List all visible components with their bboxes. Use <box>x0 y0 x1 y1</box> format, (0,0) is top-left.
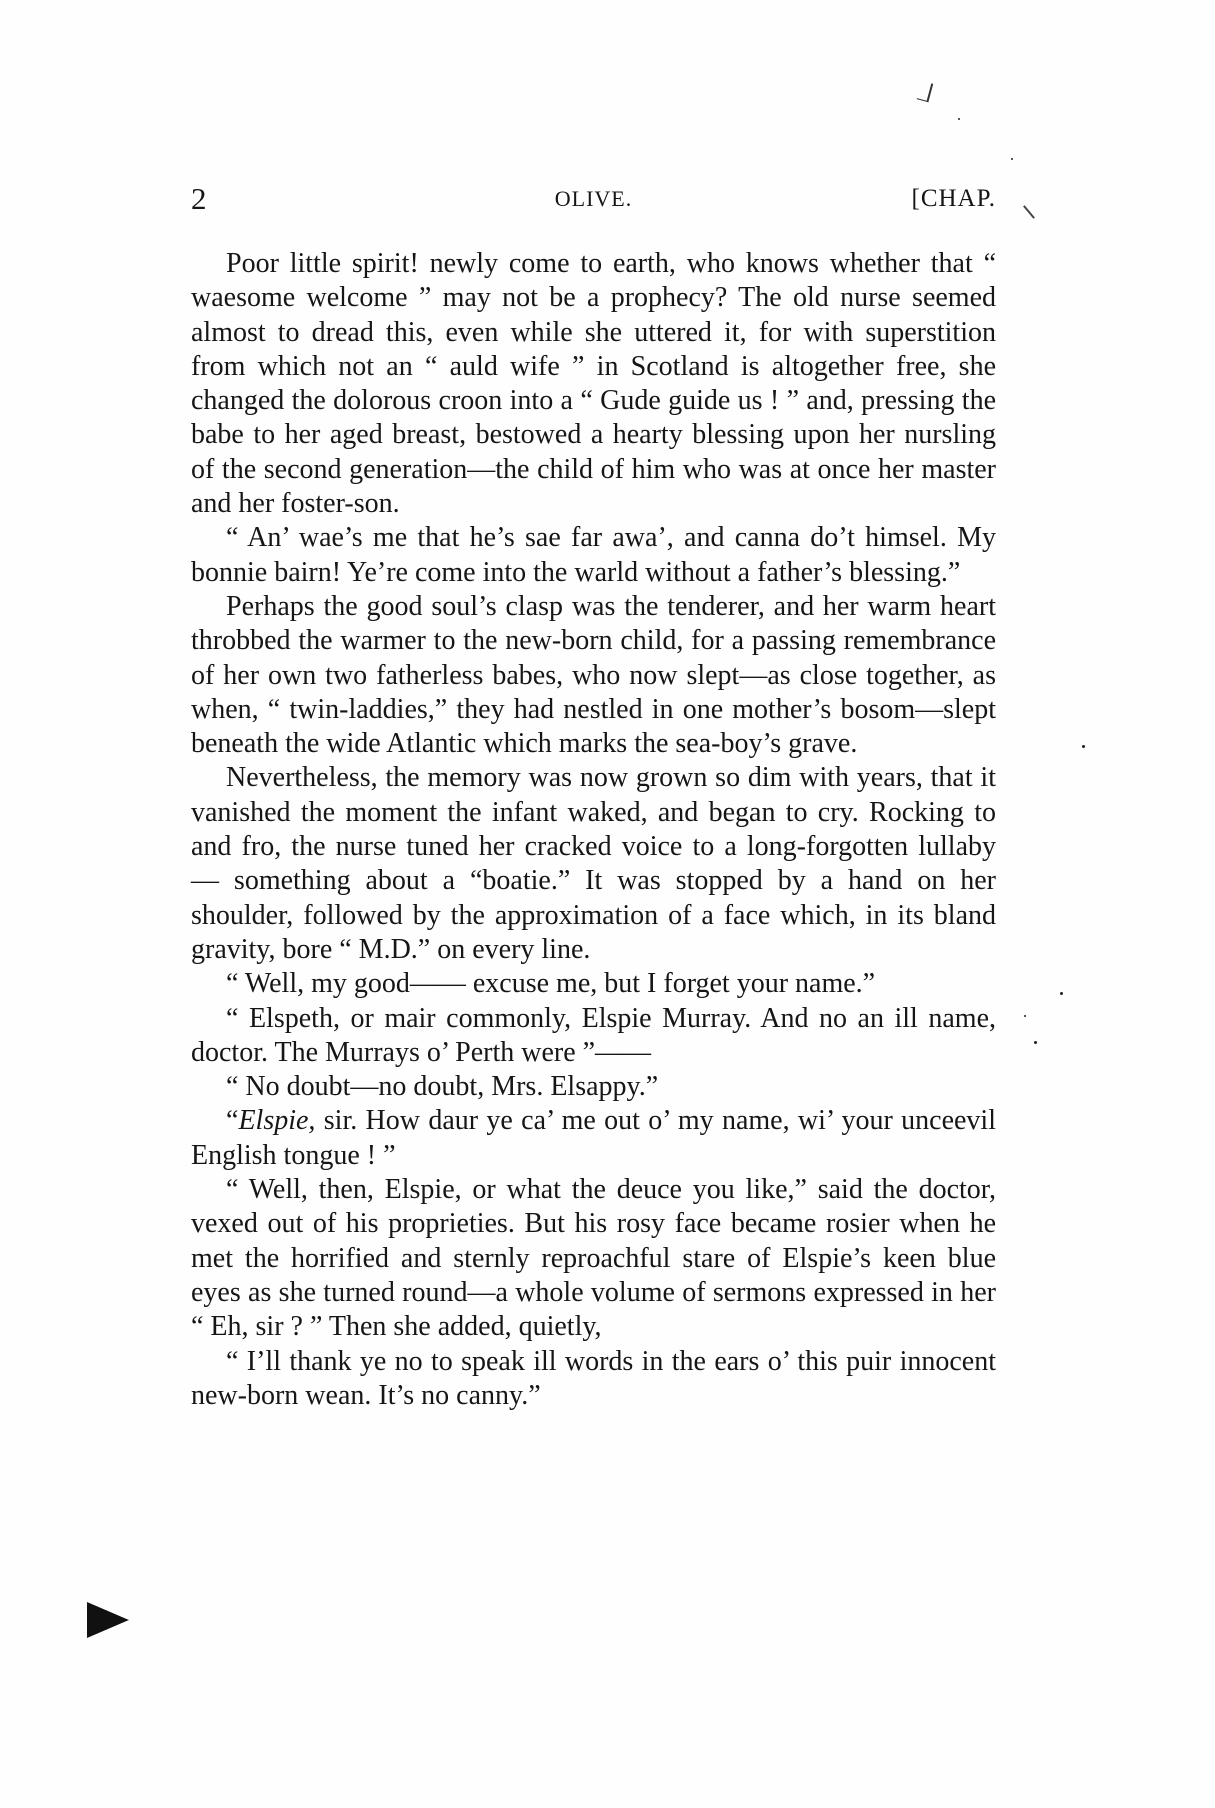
paragraph: “ I’ll thank ye no to speak ill words in the ears o’ this puir innocent new-born wean. It’s no canny.” <box>191 1345 996 1411</box>
chapter-label: [CHAP. <box>911 185 996 212</box>
paragraph: Nevertheless, the memory was now grown so dim with years, that it vanished the moment the infant waked, and began to cry. Rocking to and fro, the nurse tuned her cracked voice to a long-forgotten lullaby — something about a “boatie.” It was stopped by a hand on her shoulder, followed by the approximation of a face which, in its bland gravity, bore “ M.D.” on every line. <box>191 762 996 965</box>
ink-speck <box>1011 158 1013 160</box>
ink-slash-mark <box>1023 205 1035 219</box>
page-turn-arrow-icon <box>87 1602 129 1638</box>
paragraph: “Elspie, sir. How daur ye ca’ me out o’ my name, wi’ your unceevil English tongue ! ” <box>191 1105 996 1171</box>
running-header <box>191 182 996 222</box>
body-text <box>191 247 996 1413</box>
paragraph: “ Elspeth, or mair commonly, Elspie Murray. And no an ill name, doctor. The Murrays o’ Perth were ”—— <box>191 1002 996 1068</box>
paragraph: “ No doubt—no doubt, Mrs. Elsappy.” <box>226 1071 659 1103</box>
ink-flourish-mark <box>917 81 934 102</box>
paragraph: “ An’ wae’s me that he’s sae far awa’, and canna do’t himsel. My bonnie bairn! Ye’re come into the warld without a father’s blessing.” <box>191 522 996 588</box>
ink-speck <box>958 118 960 120</box>
ink-speck <box>1034 1041 1037 1044</box>
italic-name: Elspie, <box>238 1105 316 1137</box>
ink-speck <box>1024 1015 1026 1017</box>
ink-speck <box>1060 992 1063 995</box>
paragraph-continuation: sir. How daur ye ca’ me out o’ my name, wi’ your unceevil English tongue ! ” <box>191 1105 996 1171</box>
page-number: 2 <box>191 181 207 216</box>
paragraph: “ Well, my good—— excuse me, but I forget your name.” <box>226 968 876 1000</box>
ink-speck <box>1082 745 1085 748</box>
paragraph: Poor little spirit! newly come to earth, who knows whether that “ waesome welcome ” may not be a prophecy? The old nurse seemed almost to dread this, even while she uttered it, for with superstition from which not an “ auld wife ” in Scotland is altogether free, she changed the dolorous croon into a “ Gude guide us ! ” and, pressing the babe to her aged breast, bestowed a hearty blessing upon her nursling of the second generation—the child of him who was at once her master and her foster-son. <box>191 248 996 520</box>
paragraph: Perhaps the good soul’s clasp was the tenderer, and her warm heart throbbed the warmer to the new-born child, for a passing remembrance of her own two fatherless babes, who now slept—as close together, as when, “ twin-laddies,” they had nestled in one mother’s bosom—slept beneath the wide Atlantic which marks the sea-boy’s grave. <box>191 590 996 760</box>
running-title: OLIVE. <box>554 186 633 211</box>
paragraph: “ Well, then, Elspie, or what the deuce you like,” said the doctor, vexed out of his proprieties. But his rosy face became rosier when he met the horrified and sternly reproachful stare of Elspie’s keen blue eyes as she turned round—a whole volume of sermons expressed in her “ Eh, sir ? ” Then she added, quietly, <box>191 1174 996 1343</box>
